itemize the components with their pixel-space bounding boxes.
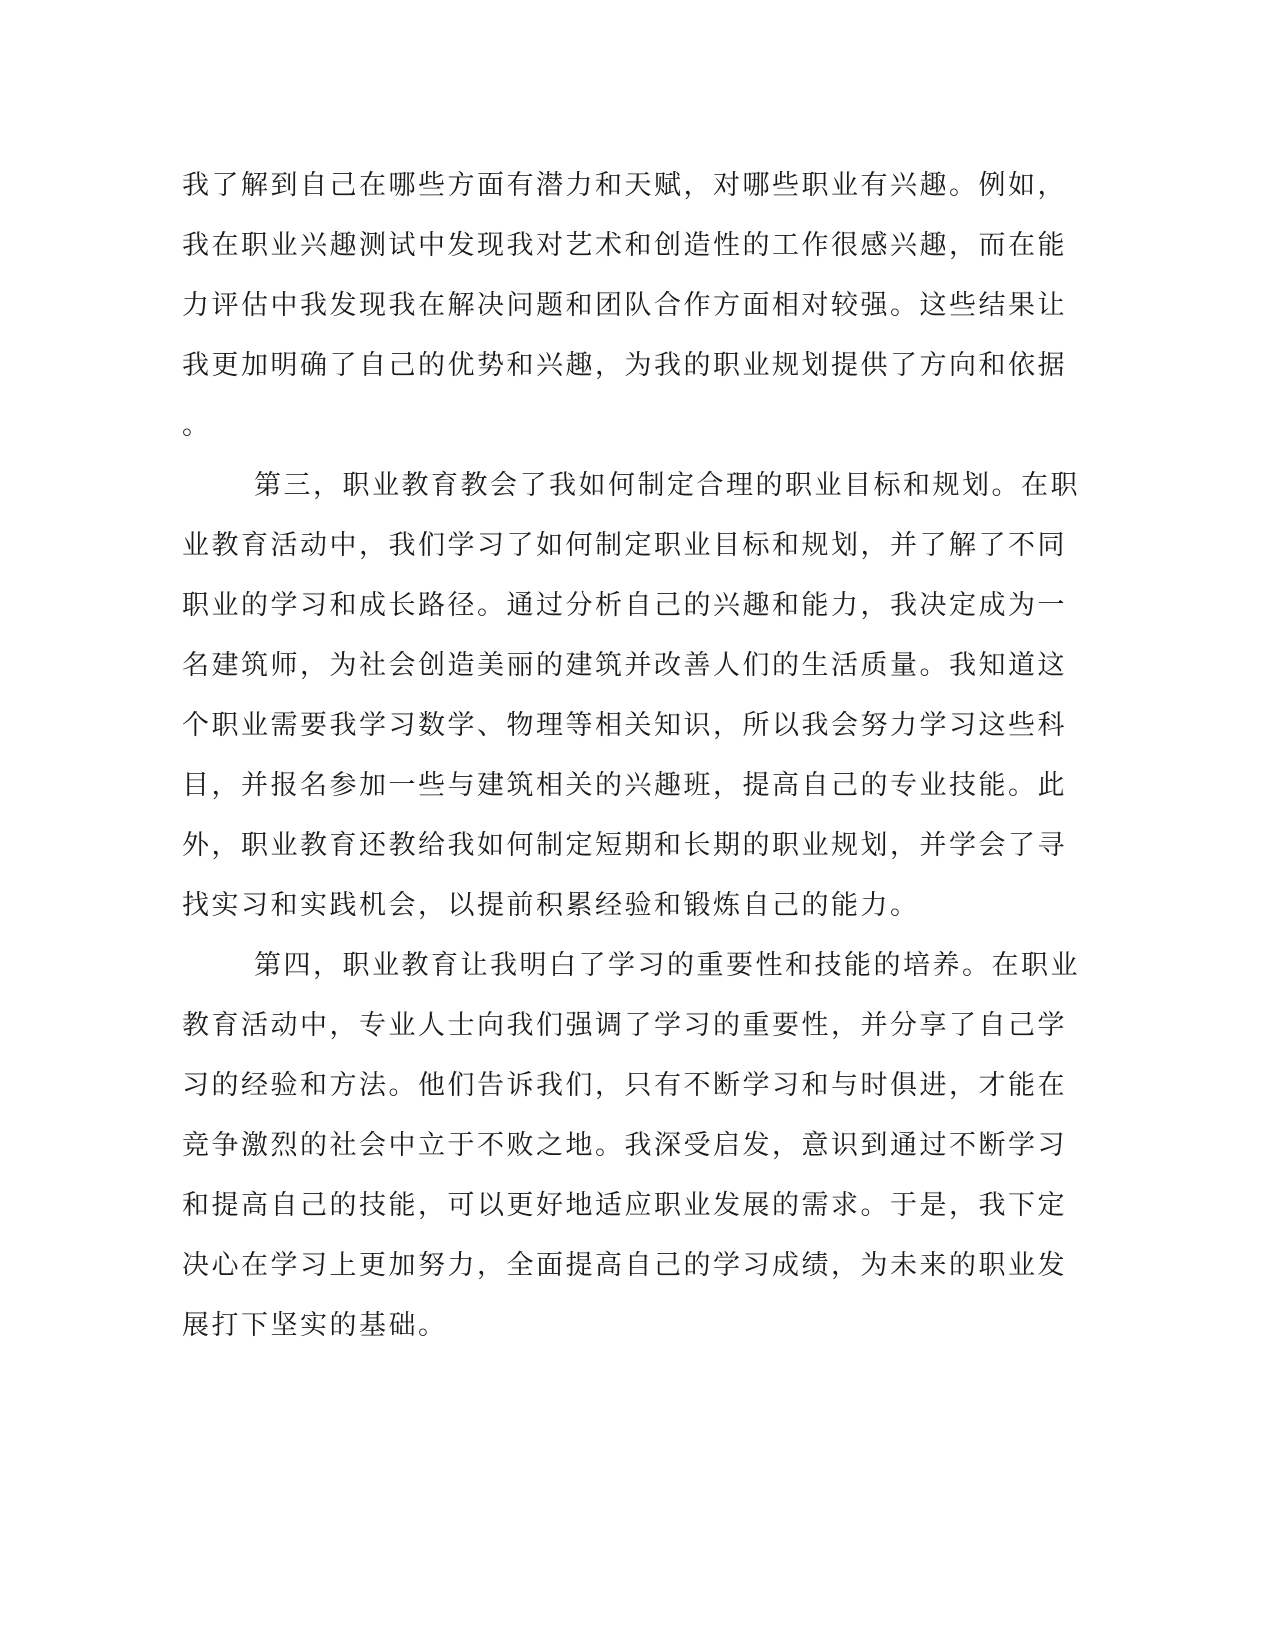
text-line: 竞争激烈的社会中立于不败之地。我深受启发，意识到通过不断学习 (182, 1130, 1067, 1161)
text-line: 决心在学习上更加努力，全面提高自己的学习成绩，为未来的职业发 (182, 1250, 1067, 1281)
text-line: 个职业需要我学习数学、物理等相关知识，所以我会努力学习这些科 (182, 710, 1067, 741)
text-line: 我在职业兴趣测试中发现我对艺术和创造性的工作很感兴趣，而在能 (182, 230, 1067, 261)
paragraph-2 (182, 456, 1080, 936)
text-line: 。 (182, 410, 212, 441)
text-line: 第三，职业教育教会了我如何制定合理的职业目标和规划。在职 (254, 470, 1080, 501)
text-line: 找实习和实践机会，以提前积累经验和锻炼自己的能力。 (182, 890, 920, 921)
text-line: 外，职业教育还教给我如何制定短期和长期的职业规划，并学会了寻 (182, 830, 1067, 861)
text-line: 我更加明确了自己的优势和兴趣，为我的职业规划提供了方向和依据 (182, 350, 1067, 381)
text-line: 名建筑师，为社会创造美丽的建筑并改善人们的生活质量。我知道这 (182, 650, 1067, 681)
text-line: 和提高自己的技能，可以更好地适应职业发展的需求。于是，我下定 (182, 1190, 1067, 1221)
text-line: 习的经验和方法。他们告诉我们，只有不断学习和与时俱进，才能在 (182, 1070, 1067, 1101)
text-line: 教育活动中，专业人士向我们强调了学习的重要性，并分享了自己学 (182, 1010, 1067, 1041)
text-line: 业教育活动中，我们学习了如何制定职业目标和规划，并了解了不同 (182, 530, 1067, 561)
text-line: 目，并报名参加一些与建筑相关的兴趣班，提高自己的专业技能。此 (182, 770, 1067, 801)
text-line: 职业的学习和成长路径。通过分析自己的兴趣和能力，我决定成为一 (182, 590, 1067, 621)
text-line: 第四，职业教育让我明白了学习的重要性和技能的培养。在职业 (254, 950, 1080, 981)
paragraph-1 (182, 156, 1067, 456)
document-body (182, 156, 1080, 1356)
text-line: 展打下坚实的基础。 (182, 1310, 448, 1341)
text-line: 我了解到自己在哪些方面有潜力和天赋，对哪些职业有兴趣。例如， (182, 170, 1067, 201)
text-line: 力评估中我发现我在解决问题和团队合作方面相对较强。这些结果让 (182, 290, 1067, 321)
paragraph-3 (182, 936, 1080, 1356)
